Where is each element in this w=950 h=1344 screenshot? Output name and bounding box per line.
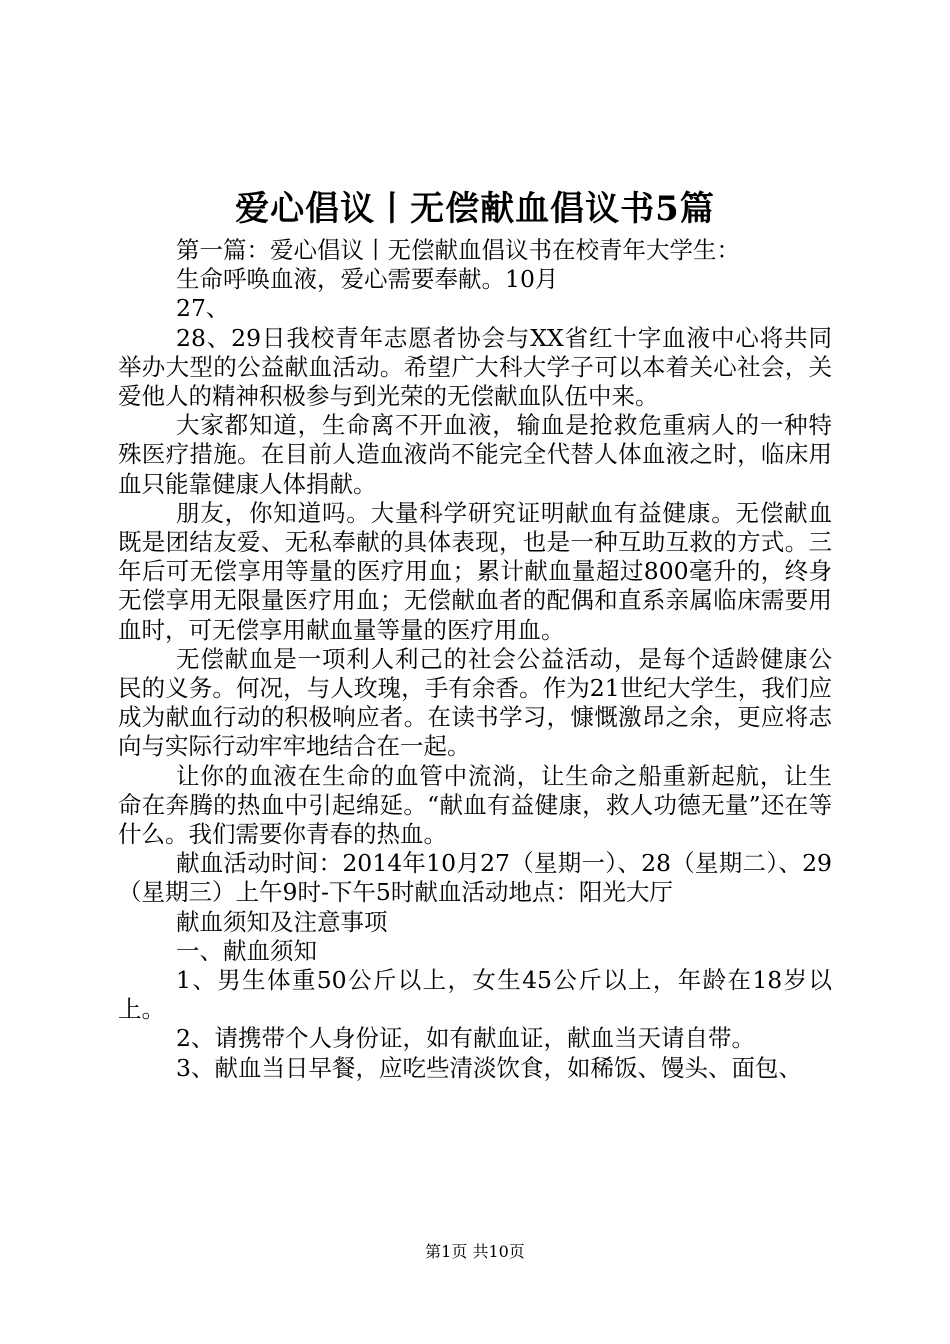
document-body (118, 236, 832, 1083)
paragraph: 28、29日我校青年志愿者协会与XX省红十字血液中心将共同举办大型的公益献血活动。希望广大科大学子可以本着关心社会，关爱他人的精神积极参与到光荣的无偿献血队伍中来。 (118, 323, 832, 411)
list-item: 3、献血当日早餐，应吃些清淡饮食，如稀饭、馒头、面包、 (176, 1053, 802, 1082)
document-title: 爱心倡议丨无偿献血倡议书5篇 (235, 189, 715, 229)
paragraph: 生命呼唤血液，爱心需要奉献。10月 (176, 265, 559, 294)
paragraph: 27、 (176, 294, 230, 323)
paragraph: 无偿献血是一项利人利己的社会公益活动，是每个适龄健康公民的义务。何况，与人玫瑰，手有余香。作为21世纪大学生，我们应成为献血行动的积极响应者。在读书学习，慷慨激昂之余，更应将志向与实际行动牢牢地结合在一起。 (118, 644, 832, 761)
paragraph: 大家都知道，生命离不开血液，输血是抢救危重病人的一种特殊医疗措施。在目前人造血液尚不能完全代替人体血液之时，临床用血只能靠健康人体捐献。 (118, 411, 832, 498)
list-item: 1、男生体重50公斤以上，女生45公斤以上，年龄在18岁以上。 (118, 966, 832, 1024)
subsection-heading: 一、献血须知 (176, 936, 317, 965)
section-heading: 献血须知及注意事项 (176, 907, 388, 936)
paragraph: 第一篇：爱心倡议丨无偿献血倡议书在校青年大学生： (176, 236, 740, 264)
paragraph: 朋友，你知道吗。大量科学研究证明献血有益健康。无偿献血既是团结友爱、无私奉献的具体表现，也是一种互助互救的方式。三年后可无偿享用等量的医疗用血；累计献血量超过800毫升的，终身无偿享用无限量医疗用血；无偿献血者的配偶和直系亲属临床需要用血时，可无偿享用献血量等量的医疗用血。 (118, 498, 832, 644)
page-footer: 第1页 共10页 (425, 1242, 525, 1261)
list-item: 2、请携带个人身份证，如有献血证，献血当天请自带。 (176, 1024, 755, 1053)
paragraph: 献血活动时间：2014年10月27（星期一）、28（星期二）、29（星期三）上午9时-下午5时献血活动地点：阳光大厅 (118, 849, 832, 907)
paragraph: 让你的血液在生命的血管中流淌，让生命之船重新起航，让生命在奔腾的热血中引起绵延。“献血有益健康，救人功德无量”还在等什么。我们需要你青春的热血。 (118, 761, 832, 849)
